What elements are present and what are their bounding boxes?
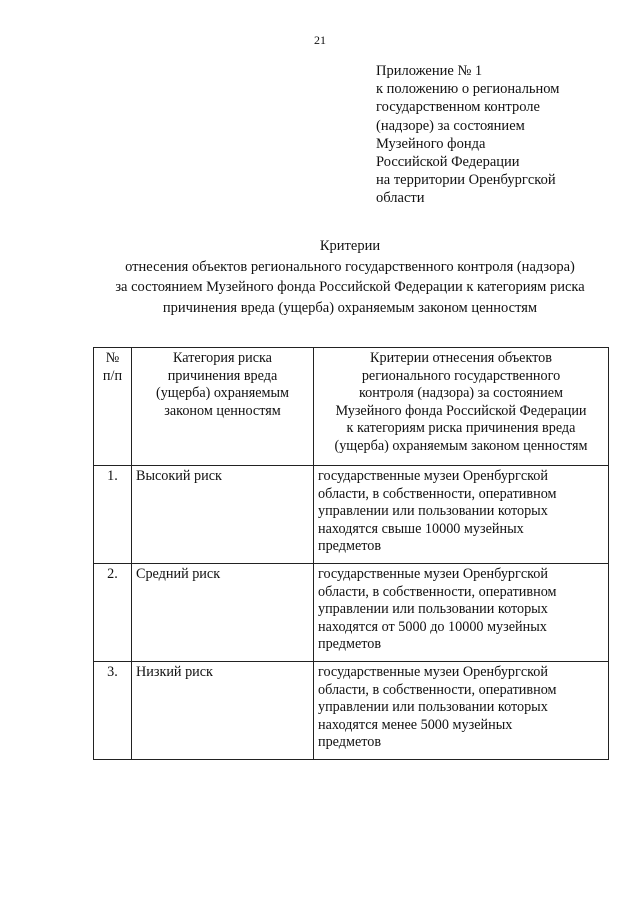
title-line: за состоянием Музейного фонда Российской Федерации к категориям риска — [115, 279, 585, 295]
header-line: (ущерба) охраняемым — [155, 385, 290, 402]
title-line: отнесения объектов регионального государственного контроля (надзора) — [125, 258, 575, 275]
criteria-line: области, в собственности, оперативном — [318, 681, 557, 698]
header-line: Категория риска — [173, 350, 272, 366]
table-row — [94, 466, 609, 564]
header-line: Критерии отнесения объектов — [370, 350, 552, 366]
criteria-line: государственные музеи Оренбургской — [318, 566, 548, 582]
criteria-line: предметов — [318, 538, 382, 555]
appendix-line: на территории Оренбургской — [376, 172, 556, 189]
page-number: 21 — [314, 33, 326, 47]
header-criteria — [314, 348, 609, 466]
title-heading: Критерии — [319, 238, 381, 254]
appendix-line: Музейного фонда — [376, 135, 486, 152]
header-line: Музейного фонда Российской Федерации — [335, 402, 587, 419]
criteria-line: государственные музеи Оренбургской — [318, 664, 548, 680]
header-line: регионального государственного — [361, 367, 561, 384]
table-header-row — [94, 348, 609, 466]
header-line: законом ценностям — [164, 402, 281, 419]
risk-criteria — [314, 564, 609, 662]
appendix-line: Российской Федерации — [376, 154, 520, 171]
criteria-line: управлении или пользовании которых — [318, 503, 548, 520]
header-line: № — [105, 350, 120, 366]
appendix-line: государственном контроле — [376, 99, 540, 116]
risk-criteria-table — [93, 347, 609, 760]
header-line: контроля (надзора) за состоянием — [359, 385, 563, 402]
appendix-line: Приложение № 1 — [376, 63, 483, 79]
appendix-line: (надзоре) за состоянием — [376, 117, 525, 134]
table-row — [94, 662, 609, 760]
header-line: причинения вреда — [167, 367, 278, 384]
table-row — [94, 564, 609, 662]
header-line: (ущерба) охраняемым законом ценностям — [334, 437, 588, 454]
row-number: 2. — [94, 564, 132, 662]
title-line: причинения вреда (ущерба) охраняемым законом ценностям — [162, 299, 538, 316]
appendix-note — [376, 62, 616, 208]
row-number: 1. — [94, 466, 132, 564]
header-line: к категориям риска причинения вреда — [346, 420, 576, 437]
criteria-line: государственные музеи Оренбургской — [318, 468, 548, 484]
criteria-line: предметов — [318, 734, 382, 751]
risk-category: Средний риск — [132, 564, 314, 662]
criteria-line: находятся от 5000 до 10000 музейных — [318, 618, 547, 635]
risk-criteria — [314, 466, 609, 564]
risk-category: Низкий риск — [132, 662, 314, 760]
header-line: п/п — [102, 367, 123, 384]
risk-category: Высокий риск — [132, 466, 314, 564]
risk-criteria — [314, 662, 609, 760]
criteria-line: предметов — [318, 636, 382, 653]
row-number: 3. — [94, 662, 132, 760]
criteria-line: управлении или пользовании которых — [318, 601, 548, 618]
header-category — [132, 348, 314, 466]
criteria-line: находятся менее 5000 музейных — [318, 716, 513, 733]
criteria-line: находятся свыше 10000 музейных — [318, 520, 524, 537]
appendix-line: к положению о региональном — [376, 81, 560, 98]
criteria-line: управлении или пользовании которых — [318, 699, 548, 716]
criteria-line: области, в собственности, оперативном — [318, 485, 557, 502]
appendix-line: области — [376, 190, 425, 207]
document-title — [60, 236, 640, 318]
criteria-line: области, в собственности, оперативном — [318, 583, 557, 600]
header-num — [94, 348, 132, 466]
